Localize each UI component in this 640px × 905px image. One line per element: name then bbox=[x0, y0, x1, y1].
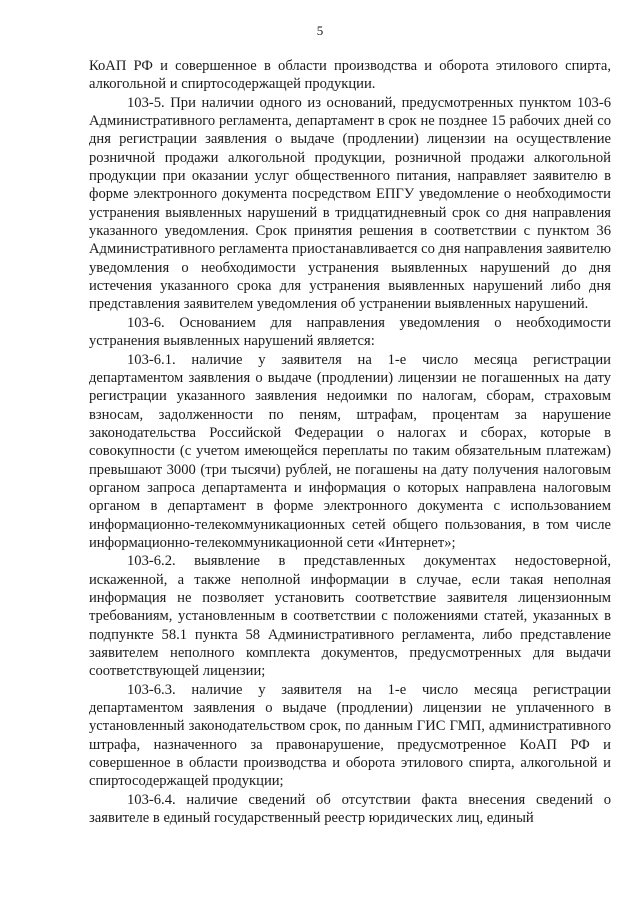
document-body bbox=[89, 57, 611, 827]
paragraph-103-6-2: 103-6.2. выявление в представленных документах недостоверной, искаженной, а также неполной информации в случае, если такая неполная информация не позволяет установить соответствие заявителя лицензионным требованиям, установленным в соответствии с положениями статей, указанных в подпункте 58.1 пункта 58 Административного регламента, либо представление заявителем неполного комплекта документов, предусмотренных для выдачи соответствующей лицензии; bbox=[89, 553, 611, 680]
paragraph-103-6-1: 103-6.1. наличие у заявителя на 1-е число месяца регистрации департаментом заявления о выдаче (продлении) лицензии не погашенных на дату регистрации указанного заявления недоимки по налогам, сборам, страховым взносам, задолженности по пеням, штрафам, процентам за нарушение законодательства Российской Федерации о налогах и сборах, которые в совокупности (с учетом имеющейся переплаты по таким обязательным платежам) превышают 3000 (три тысячи) рублей, не погашены на дату получения налоговым органом запроса департамента и информация о которых направлена налоговым органом в департамент в форме электронного документа с использованием информационно-телекоммуникационных сетей общего пользования, в том числе информационно-телекоммуникационной сети «Интернет»; bbox=[89, 351, 611, 551]
paragraph-103-6: 103-6. Основанием для направления уведомления о необходимости устранения выявленных нарушений является: bbox=[89, 314, 611, 350]
paragraph-103-6-4: 103-6.4. наличие сведений об отсутствии факта внесения сведений о заявителе в единый государственный реестр юридических лиц, единый bbox=[89, 791, 611, 827]
page-number: 5 bbox=[316, 23, 324, 38]
paragraph-103-5: 103-5. При наличии одного из оснований, предусмотренных пунктом 103-6 Административного регламента, департамент в срок не позднее 15 рабочих дней со дня регистрации заявления о выдаче (продлении) лицензии на осуществление розничной продажи алкогольной продукции, розничной продажи алкогольной продукции при оказании услуг общественного питания, направляет заявителю в форме электронного документа посредством ЕПГУ уведомление о необходимости устранения выявленных нарушений в тридцатидневный срок со дня направления указанного уведомления. Срок принятия решения в соответствии с пунктом 36 Административного регламента приостанавливается со дня направления заявителю уведомления о необходимости устранения выявленных нарушений до дня истечения указанного срока для устранения выявленных нарушений либо дня представления заявителем уведомления об устранении выявленных нарушений. bbox=[89, 94, 611, 313]
paragraph-103-6-3: 103-6.3. наличие у заявителя на 1-е число месяца регистрации департаментом заявления о выдаче (продлении) лицензии не уплаченного в установленный законодательством срок, по данным ГИС ГМП, административного штрафа, назначенного за правонарушение, предусмотренное КоАП РФ и совершенное в области производства и оборота этилового спирта, алкогольной и спиртосодержащей продукции; bbox=[89, 681, 611, 790]
paragraph-continuation: КоАП РФ и совершенное в области производства и оборота этилового спирта, алкогольной и спиртосодержащей продукции. bbox=[89, 58, 611, 93]
